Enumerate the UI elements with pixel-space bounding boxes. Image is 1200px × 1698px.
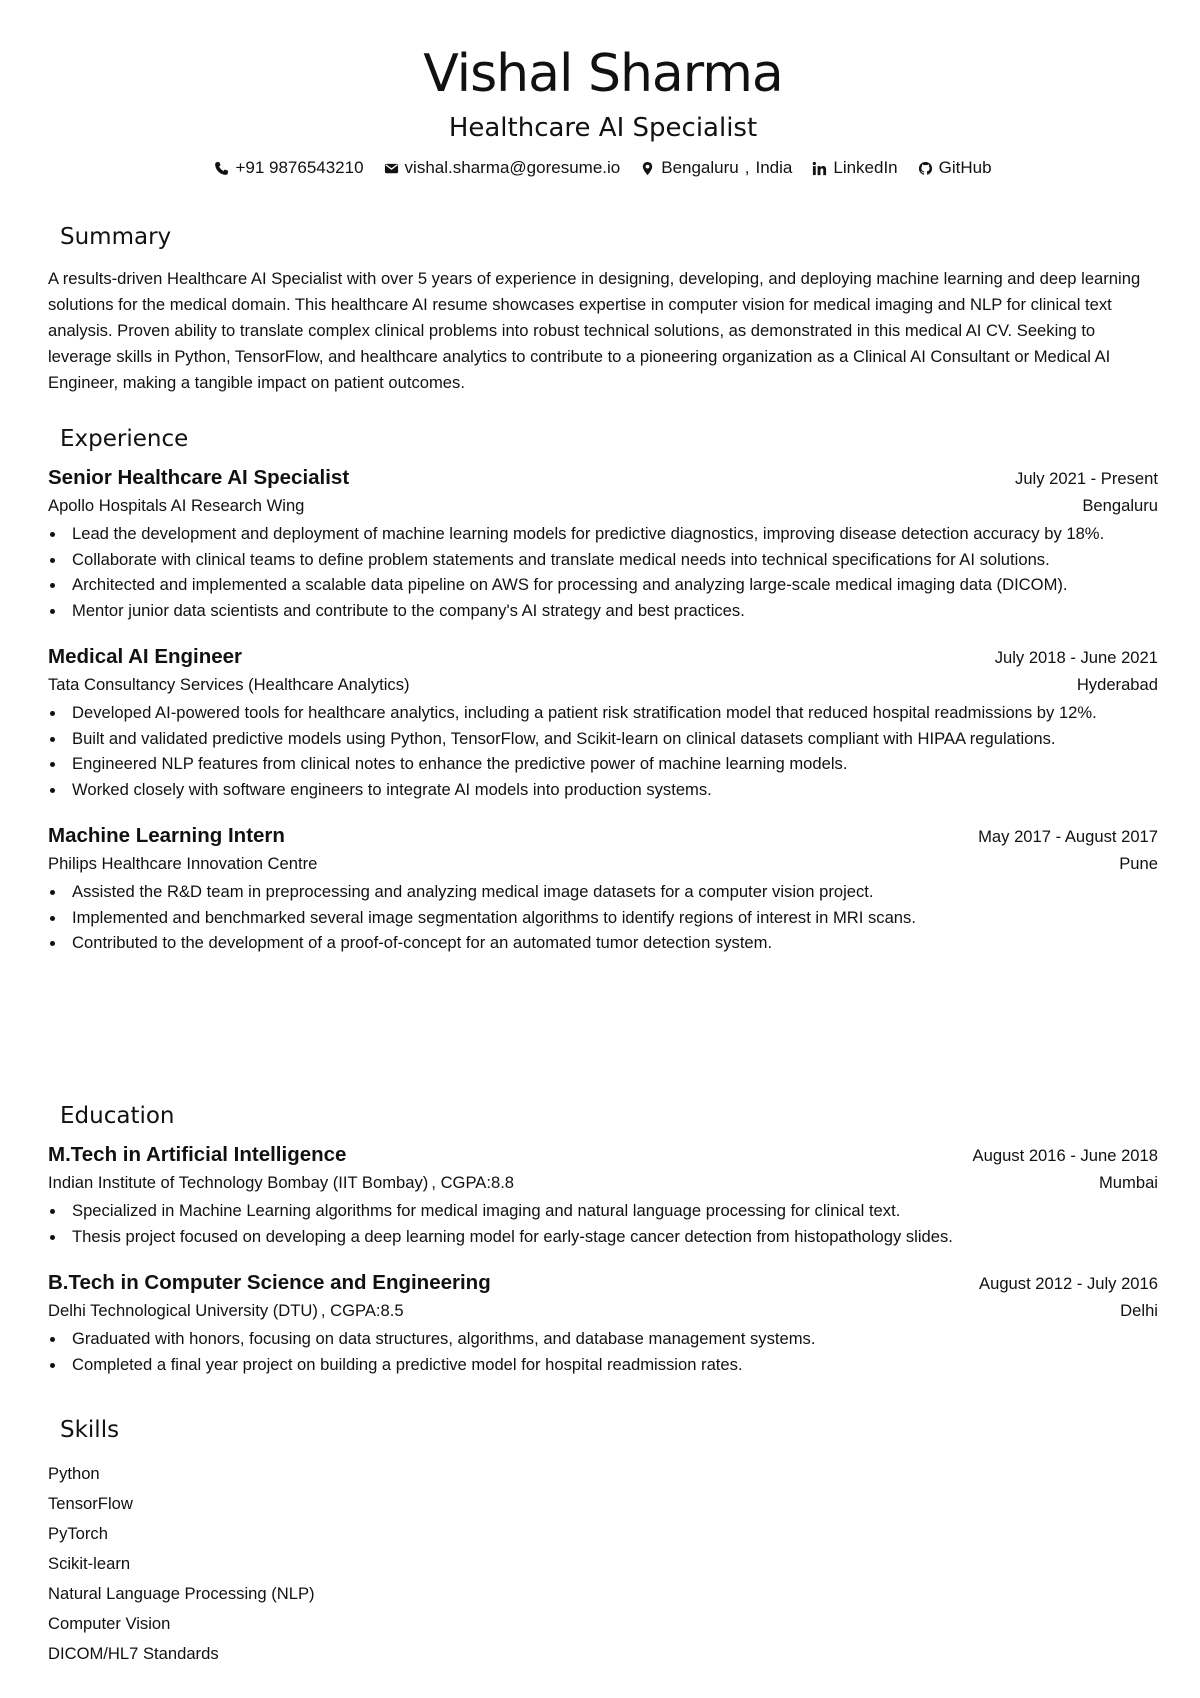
location-country: India [755,158,793,177]
job-bullets [48,521,1158,623]
company-name: Apollo Hospitals AI Research Wing [48,496,305,515]
email-text: vishal.sharma@goresume.io [404,158,621,177]
linkedin-icon [812,161,827,176]
contact-linkedin[interactable] [812,156,897,180]
education-location: Mumbai [1098,1173,1158,1192]
bullet-item: Worked closely with software engineers to integrate AI models into production systems. [72,777,1158,803]
school-grade: CGPA:8.5 [330,1301,404,1320]
experience-entry [48,464,1158,623]
contact-bar [48,156,1158,180]
job-title: Senior Healthcare AI Specialist [48,466,350,489]
education-heading: Education [60,1103,175,1129]
education-location: Delhi [1120,1301,1158,1320]
github-icon [918,161,933,176]
skill-item: Computer Vision [48,1614,171,1633]
degree-title: M.Tech in Artificial Intelligence [48,1143,347,1166]
job-location: Hyderabad [1076,675,1158,694]
location-icon [640,161,655,176]
education-dates: August 2012 - July 2016 [979,1274,1158,1293]
job-title: Medical AI Engineer [48,645,243,668]
contact-email[interactable] [384,156,621,180]
company-name: Philips Healthcare Innovation Centre [48,854,318,873]
bullet-item: Built and validated predictive models using Python, TensorFlow, and Scikit-learn on clinical datasets compliant with HIPAA regulations. [72,726,1158,752]
skill-item: Natural Language Processing (NLP) [48,1584,315,1603]
job-dates: May 2017 - August 2017 [978,827,1158,846]
experience-section [48,424,1158,956]
bullet-item: Architected and implemented a scalable data pipeline on AWS for processing and analyzing large-scale medical imaging data (DICOM). [72,572,1158,598]
education-bullets [48,1326,1158,1377]
github-text: GitHub [938,158,992,177]
bullet-item: Mentor junior data scientists and contribute to the company's AI strategy and best practices. [72,598,1158,624]
resume-page [48,0,1158,1663]
bullet-item: Completed a final year project on building a predictive model for hospital readmission rates. [72,1352,1158,1378]
location-separator: , [744,158,750,177]
job-dates: July 2018 - June 2021 [994,648,1158,667]
school-grade: CGPA:8.8 [440,1173,515,1192]
contact-location [640,156,792,180]
bullet-item: Lead the development and deployment of machine learning models for predictive diagnostics, improving disease detection accuracy by 18%. [72,521,1158,547]
education-entry [48,1269,1158,1377]
skill-item: Python [48,1464,100,1483]
bullet-item: Engineered NLP features from clinical notes to enhance the predictive power of machine learning models. [72,751,1158,777]
job-bullets [48,879,1158,956]
school-line: Indian Institute of Technology Bombay (IIT Bombay) , CGPA:8.8 [48,1173,515,1192]
skills-section [48,1415,1158,1669]
mail-icon [384,161,399,176]
skills-list [48,1459,1158,1669]
skill-item: PyTorch [48,1524,108,1543]
location-city: Bengaluru [661,158,739,177]
education-bullets [48,1198,1158,1249]
school-name: Delhi Technological University (DTU) [48,1301,318,1320]
summary-heading: Summary [60,224,172,250]
candidate-name: Vishal Sharma [423,44,783,104]
phone-text: +91 9876543210 [235,158,364,177]
education-entry [48,1141,1158,1249]
job-title: Machine Learning Intern [48,824,285,847]
contact-github[interactable] [918,156,992,180]
skill-item: DICOM/HL7 Standards [48,1644,219,1663]
summary-text: A results-driven Healthcare AI Specialist with over 5 years of experience in designing, developing, and deploying machine learning and deep learning solutions for the medical domain. This healthcare AI resume showcases expertise in computer vision for medical imaging and NLP for clinical text analysis. Proven ability to translate complex clinical problems into robust technical solutions, as demonstrated in this medical AI CV. Seeking to leverage skills in Python, TensorFlow, and healthcare analytics to contribute to a pioneering organization as a Clinical AI Consultant or Medical AI Engineer, making a tangible impact on patient outcomes. [48,269,1141,392]
skill-item: TensorFlow [48,1494,133,1513]
bullet-item: Implemented and benchmarked several image segmentation algorithms to identify regions of interest in MRI scans. [72,905,1158,931]
job-bullets [48,700,1158,802]
job-location: Pune [1119,854,1158,873]
education-section [48,1101,1158,1377]
bullet-item: Assisted the R&D team in preprocessing and analyzing medical image datasets for a computer vision project. [72,879,1158,905]
phone-icon [214,161,229,176]
bullet-item: Thesis project focused on developing a deep learning model for early-stage cancer detection from histopathology slides. [72,1224,1158,1250]
bullet-item: Collaborate with clinical teams to define problem statements and translate medical needs into technical specifications for AI solutions. [72,547,1158,573]
candidate-title: Healthcare AI Specialist [448,113,758,143]
job-dates: July 2021 - Present [1015,469,1158,488]
resume-header [48,0,1158,180]
job-location: Bengaluru [1082,496,1158,515]
experience-entry [48,822,1158,956]
linkedin-text: LinkedIn [833,158,898,177]
company-name: Tata Consultancy Services (Healthcare Analytics) [48,675,410,694]
experience-entry [48,643,1158,802]
contact-phone[interactable] [214,156,363,180]
school-line: Delhi Technological University (DTU) , CGPA:8.5 [48,1301,404,1320]
bullet-item: Graduated with honors, focusing on data structures, algorithms, and database management systems. [72,1326,1158,1352]
bullet-item: Developed AI-powered tools for healthcare analytics, including a patient risk stratification model that reduced hospital readmissions by 12%. [72,700,1158,726]
summary-section [48,222,1158,396]
degree-title: B.Tech in Computer Science and Engineering [48,1271,491,1294]
school-name: Indian Institute of Technology Bombay (IIT Bombay) [48,1173,429,1192]
skills-heading: Skills [60,1417,120,1443]
bullet-item: Contributed to the development of a proof-of-concept for an automated tumor detection system. [72,930,1158,956]
education-dates: August 2016 - June 2018 [972,1146,1158,1165]
bullet-item: Specialized in Machine Learning algorithms for medical imaging and natural language processing for clinical text. [72,1198,1158,1224]
skill-item: Scikit-learn [48,1554,131,1573]
experience-heading: Experience [60,426,189,452]
